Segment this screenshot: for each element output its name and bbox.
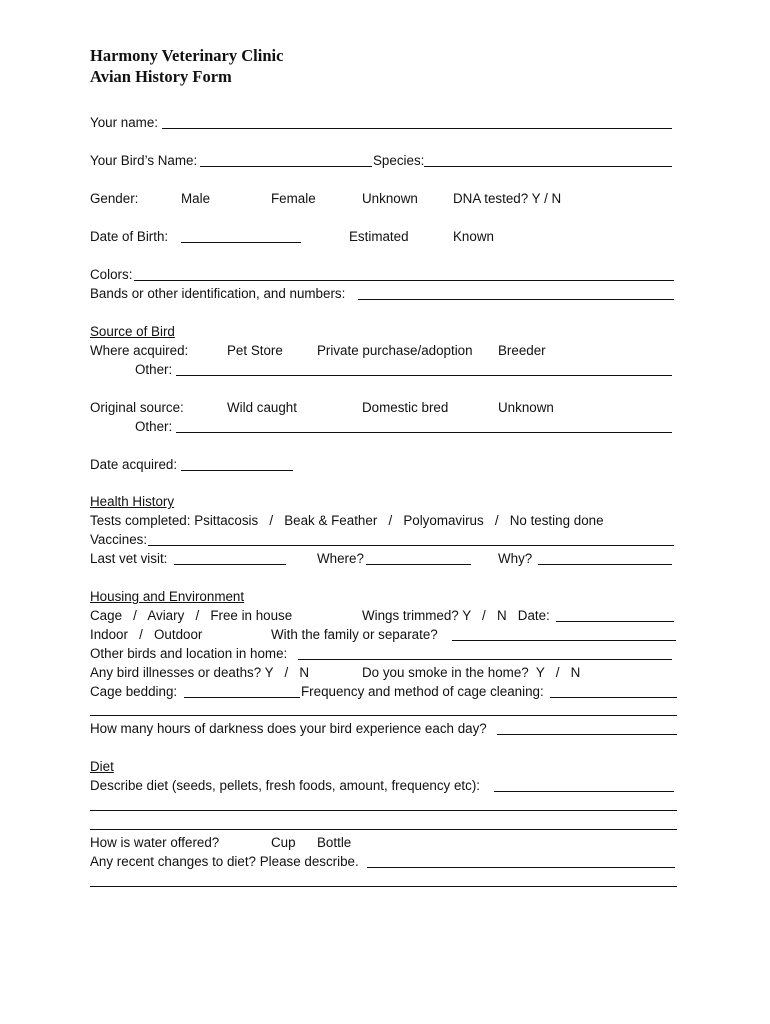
- other-birds-line[interactable]: [298, 659, 672, 660]
- where-label: Where?: [317, 551, 364, 566]
- date-acquired-line[interactable]: [181, 470, 293, 471]
- water-option-cup[interactable]: Cup: [271, 835, 296, 850]
- gender-label: Gender:: [90, 191, 139, 206]
- why-line[interactable]: [538, 564, 672, 565]
- original-source-label: Original source:: [90, 400, 184, 415]
- birds-name-label: Your Bird’s Name:: [90, 153, 198, 168]
- where-line[interactable]: [366, 564, 471, 565]
- housing-heading: Housing and Environment: [90, 589, 245, 604]
- where-option-pet-store[interactable]: Pet Store: [227, 343, 283, 358]
- last-visit-label: Last vet visit:: [90, 551, 168, 566]
- colors-line[interactable]: [134, 280, 674, 281]
- water-label: How is water offered?: [90, 835, 220, 850]
- your-name-line[interactable]: [162, 128, 672, 129]
- wings-trimmed[interactable]: Wings trimmed? Y / N Date:: [362, 608, 550, 623]
- vaccines-label: Vaccines:: [90, 532, 148, 547]
- species-label: Species:: [373, 153, 425, 168]
- describe-diet-line-3[interactable]: [90, 829, 677, 830]
- smoke-question[interactable]: Do you smoke in the home? Y / N: [362, 665, 581, 680]
- why-label: Why?: [498, 551, 533, 566]
- wings-date-line[interactable]: [556, 621, 674, 622]
- where-option-private[interactable]: Private purchase/adoption: [317, 343, 473, 358]
- gender-option-unknown[interactable]: Unknown: [362, 191, 418, 206]
- dob-option-known[interactable]: Known: [453, 229, 494, 244]
- bands-label: Bands or other identification, and numbers:: [90, 286, 346, 301]
- colors-label: Colors:: [90, 267, 133, 282]
- gender-option-female[interactable]: Female: [271, 191, 316, 206]
- last-visit-line[interactable]: [174, 564, 286, 565]
- describe-diet-line[interactable]: [494, 791, 674, 792]
- illnesses-question[interactable]: Any bird illnesses or deaths? Y / N: [90, 665, 310, 680]
- clinic-name: Harmony Veterinary Clinic: [90, 46, 284, 65]
- species-line[interactable]: [424, 166, 672, 167]
- dna-tested[interactable]: DNA tested? Y / N: [453, 191, 562, 206]
- describe-diet-label: Describe diet (seeds, pellets, fresh foods, amount, frequency etc):: [90, 778, 481, 793]
- bedding-label: Cage bedding:: [90, 684, 178, 699]
- water-option-bottle[interactable]: Bottle: [317, 835, 352, 850]
- darkness-line[interactable]: [497, 734, 677, 735]
- indoor-outdoor[interactable]: Indoor / Outdoor: [90, 627, 203, 642]
- where-other-line[interactable]: [176, 375, 672, 376]
- cleaning-label: Frequency and method of cage cleaning:: [301, 684, 544, 699]
- source-heading: Source of Bird: [90, 324, 175, 339]
- your-name-label: Your name:: [90, 115, 158, 130]
- original-option-domestic[interactable]: Domestic bred: [362, 400, 449, 415]
- bedding-line[interactable]: [184, 697, 300, 698]
- gender-option-male[interactable]: Male: [181, 191, 211, 206]
- dob-option-estimated[interactable]: Estimated: [349, 229, 409, 244]
- original-option-unknown[interactable]: Unknown: [498, 400, 554, 415]
- birds-name-line[interactable]: [200, 166, 372, 167]
- dob-line[interactable]: [181, 242, 301, 243]
- bands-line[interactable]: [358, 299, 674, 300]
- cleaning-line[interactable]: [550, 697, 677, 698]
- diet-heading: Diet: [90, 759, 114, 774]
- family-line[interactable]: [452, 640, 676, 641]
- cleaning-line-2[interactable]: [90, 715, 677, 716]
- diet-changes-line[interactable]: [367, 867, 675, 868]
- tests-completed[interactable]: Tests completed: Psittacosis / Beak & Feather / Polyomavirus / No testing done: [90, 513, 604, 528]
- where-option-breeder[interactable]: Breeder: [498, 343, 546, 358]
- original-other-line[interactable]: [176, 432, 672, 433]
- where-acquired-label: Where acquired:: [90, 343, 189, 358]
- form-title: Avian History Form: [90, 67, 232, 86]
- where-other-label: Other:: [135, 362, 173, 377]
- diet-changes-label: Any recent changes to diet? Please describe.: [90, 854, 359, 869]
- original-other-label: Other:: [135, 419, 173, 434]
- dob-label: Date of Birth:: [90, 229, 169, 244]
- health-heading: Health History: [90, 494, 175, 509]
- describe-diet-line-2[interactable]: [90, 810, 677, 811]
- cage-options[interactable]: Cage / Aviary / Free in house: [90, 608, 293, 623]
- darkness-question: How many hours of darkness does your bird experience each day?: [90, 721, 487, 736]
- date-acquired-label: Date acquired:: [90, 457, 178, 472]
- vaccines-line[interactable]: [148, 545, 674, 546]
- other-birds-label: Other birds and location in home:: [90, 646, 288, 661]
- family-label: With the family or separate?: [271, 627, 438, 642]
- diet-changes-line-2[interactable]: [90, 886, 677, 887]
- original-option-wild[interactable]: Wild caught: [227, 400, 297, 415]
